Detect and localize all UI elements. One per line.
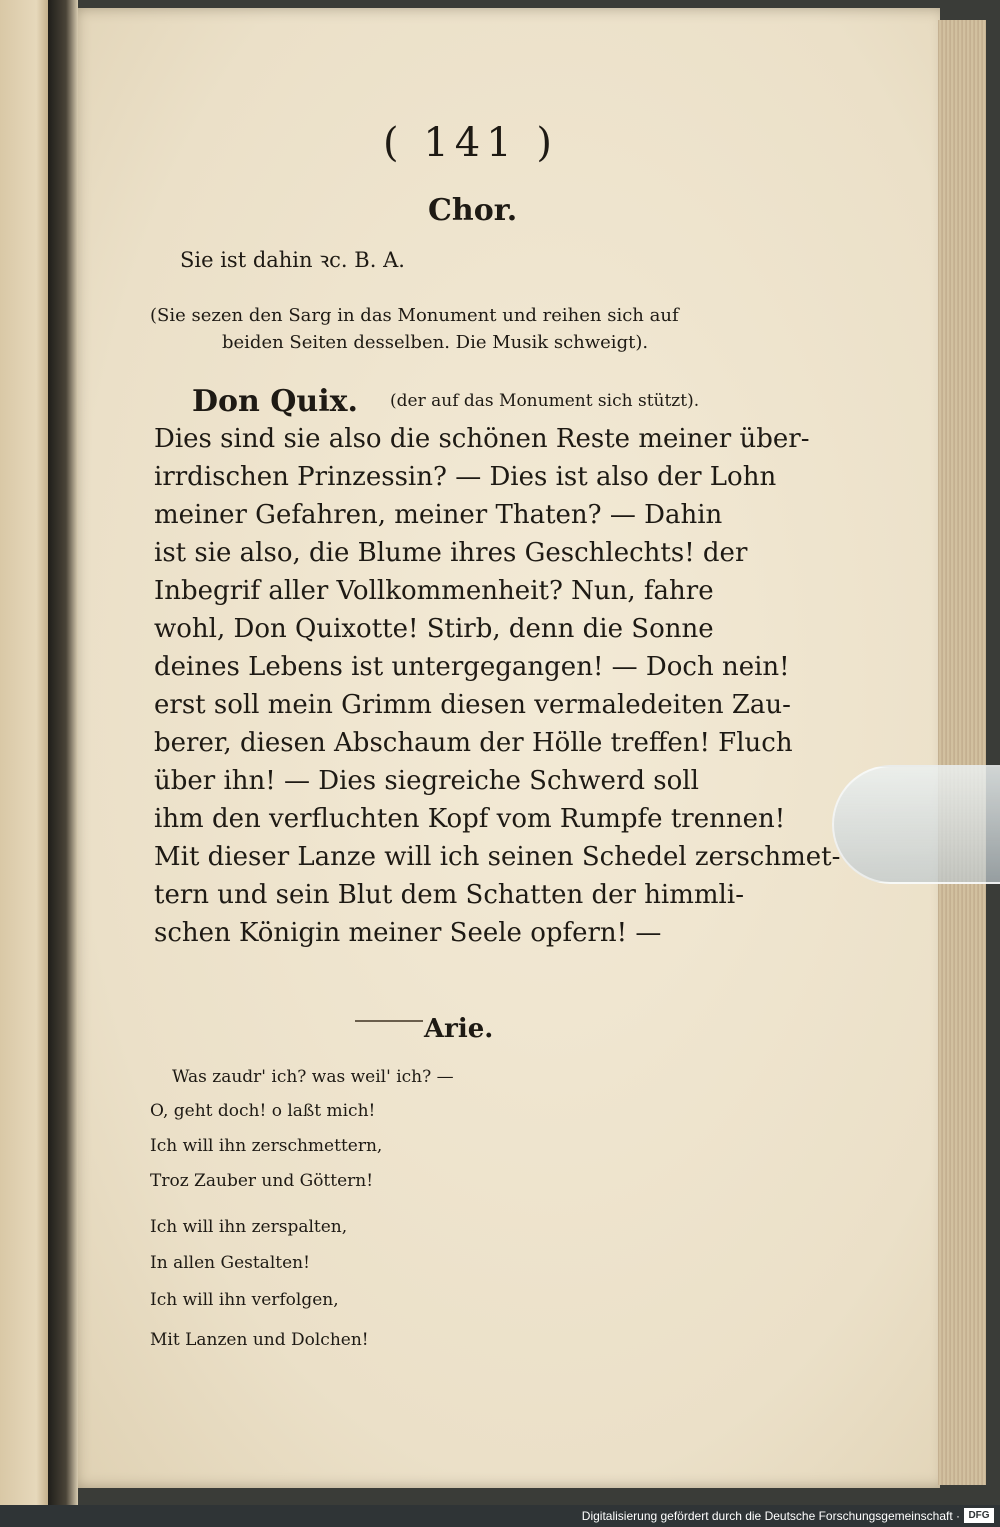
speech-line: berer, diesen Abschaum der Hölle treffen! Fluch (154, 728, 793, 758)
speaker-name: Don Quix. (192, 384, 358, 419)
footer-bar (0, 1505, 1000, 1527)
speech-line: deines Lebens ist untergegangen! — Doch nein! (154, 652, 790, 682)
aria-rule (355, 1020, 423, 1022)
aria-line: In allen Gestalten! (150, 1253, 310, 1273)
aria-heading: Arie. (424, 1014, 494, 1044)
page-number: ( 141 ) (383, 120, 558, 166)
speech-line: ist sie also, die Blume ihres Geschlechts! der (154, 538, 748, 568)
speech-line: meiner Gefahren, meiner Thaten? — Dahin (154, 500, 723, 530)
aria-line: Troz Zauber und Göttern! (150, 1171, 374, 1191)
stage-direction-line: beiden Seiten desselben. Die Musik schweigt). (222, 332, 649, 353)
aria-line: Ich will ihn verfolgen, (150, 1290, 339, 1310)
book-gutter (48, 0, 78, 1505)
speaker-note: (der auf das Monument sich stützt). (390, 391, 700, 411)
funding-credit: Digitalisierung gefördert durch die Deutsche Forschungsgemeinschaft · (581, 1509, 960, 1523)
left-page-edge (0, 0, 52, 1505)
aria-line: Ich will ihn zerspalten, (150, 1217, 348, 1237)
aria-line: Was zaudr' ich? was weil' ich? — (172, 1067, 454, 1087)
speech-line: über ihn! — Dies siegreiche Schwerd soll (154, 766, 699, 796)
aria-line: Ich will ihn zerschmettern, (150, 1136, 383, 1156)
speech-line: Dies sind sie also die schönen Reste meiner über- (154, 424, 810, 454)
speech-line: irrdischen Prinzessin? — Dies ist also der Lohn (154, 462, 777, 492)
transparent-page-clip (832, 765, 1000, 884)
stage-direction-line: (Sie sezen den Sarg in das Monument und reihen sich auf (150, 305, 679, 326)
speech-line: ihm den verfluchten Kopf vom Rumpfe trennen! (154, 804, 786, 834)
aria-line: O, geht doch! o laßt mich! (150, 1101, 376, 1121)
speech-line: schen Königin meiner Seele opfern! — (154, 918, 662, 948)
speech-line: Inbegrif aller Vollkommenheit? Nun, fahre (154, 576, 714, 606)
speech-line: Mit dieser Lanze will ich seinen Schedel zerschmet- (154, 842, 841, 872)
speech-line: erst soll mein Grimm diesen vermaledeiten Zau- (154, 690, 791, 720)
dfg-logo: DFG (964, 1508, 994, 1523)
chor-heading: Chor. (428, 193, 518, 228)
aria-line: Mit Lanzen und Dolchen! (150, 1330, 369, 1350)
chor-line: Sie ist dahin ꝛc. B. A. (180, 248, 405, 272)
page-stack-edge (938, 20, 986, 1485)
speech-line: tern und sein Blut dem Schatten der himmli- (154, 880, 744, 910)
speech-line: wohl, Don Quixotte! Stirb, denn die Sonne (154, 614, 714, 644)
